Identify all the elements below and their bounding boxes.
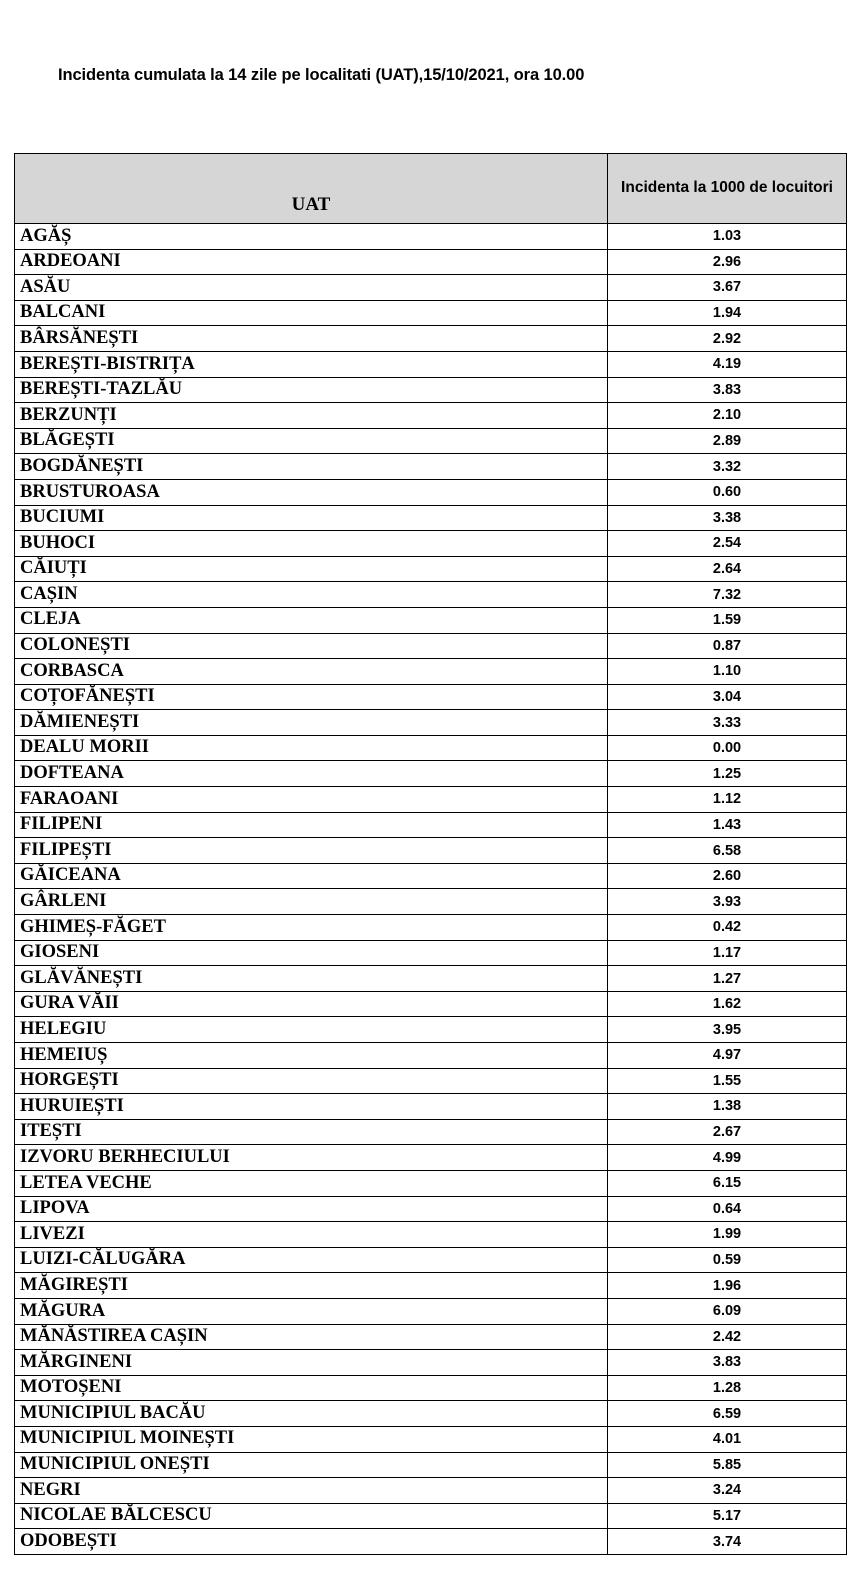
cell-incidence-value: 1.38 bbox=[608, 1094, 847, 1120]
cell-uat-name: LIPOVA bbox=[15, 1196, 608, 1222]
table-row bbox=[15, 275, 847, 301]
table-row bbox=[15, 684, 847, 710]
table-row bbox=[15, 479, 847, 505]
cell-incidence-value: 2.54 bbox=[608, 531, 847, 557]
cell-uat-name: COLONEȘTI bbox=[15, 633, 608, 659]
cell-uat-name: FILIPEȘTI bbox=[15, 838, 608, 864]
table-row bbox=[15, 1350, 847, 1376]
cell-uat-name: HURUIEȘTI bbox=[15, 1094, 608, 1120]
table-row bbox=[15, 1273, 847, 1299]
cell-incidence-value: 3.67 bbox=[608, 275, 847, 301]
table-row bbox=[15, 224, 847, 250]
table-row bbox=[15, 582, 847, 608]
cell-incidence-value: 3.83 bbox=[608, 1350, 847, 1376]
cell-incidence-value: 6.09 bbox=[608, 1298, 847, 1324]
incidence-table bbox=[14, 153, 847, 1555]
table-row bbox=[15, 812, 847, 838]
cell-uat-name: ASĂU bbox=[15, 275, 608, 301]
cell-uat-name: CORBASCA bbox=[15, 659, 608, 685]
table-row bbox=[15, 1529, 847, 1555]
cell-incidence-value: 6.15 bbox=[608, 1170, 847, 1196]
table-row bbox=[15, 505, 847, 531]
table-row bbox=[15, 915, 847, 941]
cell-incidence-value: 5.17 bbox=[608, 1503, 847, 1529]
cell-incidence-value: 0.64 bbox=[608, 1196, 847, 1222]
cell-uat-name: DEALU MORII bbox=[15, 735, 608, 761]
cell-incidence-value: 6.58 bbox=[608, 838, 847, 864]
cell-uat-name: MUNICIPIUL ONEȘTI bbox=[15, 1452, 608, 1478]
cell-uat-name: BOGDĂNEȘTI bbox=[15, 454, 608, 480]
incidence-table-container bbox=[14, 153, 833, 1555]
cell-uat-name: GÂRLENI bbox=[15, 889, 608, 915]
table-row bbox=[15, 735, 847, 761]
table-row bbox=[15, 1068, 847, 1094]
table-row bbox=[15, 377, 847, 403]
cell-incidence-value: 2.64 bbox=[608, 556, 847, 582]
cell-uat-name: HELEGIU bbox=[15, 1017, 608, 1043]
cell-incidence-value: 1.96 bbox=[608, 1273, 847, 1299]
cell-uat-name: MUNICIPIUL MOINEȘTI bbox=[15, 1426, 608, 1452]
cell-uat-name: COȚOFĂNEȘTI bbox=[15, 684, 608, 710]
cell-uat-name: BUHOCI bbox=[15, 531, 608, 557]
cell-incidence-value: 4.99 bbox=[608, 1145, 847, 1171]
table-row bbox=[15, 1017, 847, 1043]
table-row bbox=[15, 1452, 847, 1478]
cell-uat-name: NICOLAE BĂLCESCU bbox=[15, 1503, 608, 1529]
cell-uat-name: BEREȘTI-BISTRIȚA bbox=[15, 351, 608, 377]
page-title: Incidenta cumulata la 14 zile pe localitati (UAT),15/10/2021, ora 10.00 bbox=[58, 66, 585, 84]
cell-incidence-value: 1.55 bbox=[608, 1068, 847, 1094]
cell-uat-name: MĂRGINENI bbox=[15, 1350, 608, 1376]
cell-incidence-value: 5.85 bbox=[608, 1452, 847, 1478]
cell-uat-name: GHIMEȘ-FĂGET bbox=[15, 915, 608, 941]
cell-uat-name: MĂGIREȘTI bbox=[15, 1273, 608, 1299]
cell-incidence-value: 4.19 bbox=[608, 351, 847, 377]
table-row bbox=[15, 889, 847, 915]
cell-uat-name: MOTOȘENI bbox=[15, 1375, 608, 1401]
cell-uat-name: MUNICIPIUL BACĂU bbox=[15, 1401, 608, 1427]
cell-incidence-value: 1.12 bbox=[608, 787, 847, 813]
cell-uat-name: FILIPENI bbox=[15, 812, 608, 838]
cell-incidence-value: 7.32 bbox=[608, 582, 847, 608]
table-row bbox=[15, 761, 847, 787]
cell-uat-name: BRUSTUROASA bbox=[15, 479, 608, 505]
table-row bbox=[15, 300, 847, 326]
cell-incidence-value: 3.93 bbox=[608, 889, 847, 915]
table-row bbox=[15, 1503, 847, 1529]
table-row bbox=[15, 1222, 847, 1248]
cell-uat-name: ITEȘTI bbox=[15, 1119, 608, 1145]
cell-incidence-value: 2.42 bbox=[608, 1324, 847, 1350]
table-row bbox=[15, 1247, 847, 1273]
table-row bbox=[15, 531, 847, 557]
cell-incidence-value: 2.10 bbox=[608, 403, 847, 429]
cell-uat-name: DĂMIENEȘTI bbox=[15, 710, 608, 736]
table-row bbox=[15, 991, 847, 1017]
cell-uat-name: MĂNĂSTIREA CAȘIN bbox=[15, 1324, 608, 1350]
cell-uat-name: AGĂȘ bbox=[15, 224, 608, 250]
cell-incidence-value: 3.38 bbox=[608, 505, 847, 531]
cell-uat-name: BÂRSĂNEȘTI bbox=[15, 326, 608, 352]
table-row bbox=[15, 863, 847, 889]
table-row bbox=[15, 966, 847, 992]
cell-incidence-value: 0.59 bbox=[608, 1247, 847, 1273]
cell-incidence-value: 2.89 bbox=[608, 428, 847, 454]
cell-incidence-value: 2.60 bbox=[608, 863, 847, 889]
cell-uat-name: BUCIUMI bbox=[15, 505, 608, 531]
cell-incidence-value: 4.97 bbox=[608, 1043, 847, 1069]
cell-incidence-value: 1.25 bbox=[608, 761, 847, 787]
cell-incidence-value: 4.01 bbox=[608, 1426, 847, 1452]
cell-uat-name: FARAOANI bbox=[15, 787, 608, 813]
cell-incidence-value: 3.32 bbox=[608, 454, 847, 480]
cell-uat-name: MĂGURA bbox=[15, 1298, 608, 1324]
table-row bbox=[15, 1094, 847, 1120]
table-row bbox=[15, 787, 847, 813]
cell-incidence-value: 3.04 bbox=[608, 684, 847, 710]
cell-uat-name: ODOBEȘTI bbox=[15, 1529, 608, 1555]
cell-uat-name: LUIZI-CĂLUGĂRA bbox=[15, 1247, 608, 1273]
table-row bbox=[15, 1196, 847, 1222]
table-row bbox=[15, 428, 847, 454]
table-body bbox=[15, 224, 847, 1555]
cell-uat-name: CAȘIN bbox=[15, 582, 608, 608]
table-row bbox=[15, 1401, 847, 1427]
table-header-row bbox=[15, 154, 847, 224]
column-header-incidence: Incidenta la 1000 de locuitori bbox=[608, 154, 847, 224]
cell-incidence-value: 1.10 bbox=[608, 659, 847, 685]
cell-uat-name: CLEJA bbox=[15, 607, 608, 633]
cell-incidence-value: 1.59 bbox=[608, 607, 847, 633]
table-row bbox=[15, 351, 847, 377]
cell-incidence-value: 0.42 bbox=[608, 915, 847, 941]
cell-uat-name: GLĂVĂNEȘTI bbox=[15, 966, 608, 992]
cell-uat-name: LIVEZI bbox=[15, 1222, 608, 1248]
table-row bbox=[15, 249, 847, 275]
table-row bbox=[15, 1119, 847, 1145]
cell-incidence-value: 1.62 bbox=[608, 991, 847, 1017]
cell-incidence-value: 3.33 bbox=[608, 710, 847, 736]
column-header-uat: UAT bbox=[15, 154, 608, 224]
cell-incidence-value: 2.67 bbox=[608, 1119, 847, 1145]
table-row bbox=[15, 1043, 847, 1069]
cell-incidence-value: 3.95 bbox=[608, 1017, 847, 1043]
table-row bbox=[15, 607, 847, 633]
cell-uat-name: ARDEOANI bbox=[15, 249, 608, 275]
table-row bbox=[15, 838, 847, 864]
cell-incidence-value: 1.27 bbox=[608, 966, 847, 992]
cell-uat-name: CĂIUȚI bbox=[15, 556, 608, 582]
table-row bbox=[15, 556, 847, 582]
cell-uat-name: HORGEȘTI bbox=[15, 1068, 608, 1094]
cell-incidence-value: 1.03 bbox=[608, 224, 847, 250]
table-row bbox=[15, 1426, 847, 1452]
cell-incidence-value: 1.94 bbox=[608, 300, 847, 326]
cell-uat-name: IZVORU BERHECIULUI bbox=[15, 1145, 608, 1171]
table-row bbox=[15, 1478, 847, 1504]
table-row bbox=[15, 326, 847, 352]
cell-uat-name: DOFTEANA bbox=[15, 761, 608, 787]
cell-incidence-value: 1.28 bbox=[608, 1375, 847, 1401]
cell-incidence-value: 3.24 bbox=[608, 1478, 847, 1504]
table-row bbox=[15, 1298, 847, 1324]
cell-uat-name: BALCANI bbox=[15, 300, 608, 326]
cell-incidence-value: 0.87 bbox=[608, 633, 847, 659]
cell-incidence-value: 3.83 bbox=[608, 377, 847, 403]
cell-uat-name: GIOSENI bbox=[15, 940, 608, 966]
table-row bbox=[15, 1375, 847, 1401]
cell-uat-name: GĂICEANA bbox=[15, 863, 608, 889]
cell-uat-name: NEGRI bbox=[15, 1478, 608, 1504]
cell-uat-name: GURA VĂII bbox=[15, 991, 608, 1017]
cell-uat-name: BEREȘTI-TAZLĂU bbox=[15, 377, 608, 403]
table-row bbox=[15, 1170, 847, 1196]
cell-uat-name: LETEA VECHE bbox=[15, 1170, 608, 1196]
cell-incidence-value: 3.74 bbox=[608, 1529, 847, 1555]
cell-incidence-value: 0.60 bbox=[608, 479, 847, 505]
cell-uat-name: BLĂGEȘTI bbox=[15, 428, 608, 454]
table-row bbox=[15, 659, 847, 685]
table-header bbox=[15, 154, 847, 224]
cell-uat-name: BERZUNȚI bbox=[15, 403, 608, 429]
table-row bbox=[15, 1145, 847, 1171]
cell-incidence-value: 2.96 bbox=[608, 249, 847, 275]
cell-incidence-value: 6.59 bbox=[608, 1401, 847, 1427]
cell-uat-name: HEMEIUȘ bbox=[15, 1043, 608, 1069]
table-row bbox=[15, 454, 847, 480]
cell-incidence-value: 1.99 bbox=[608, 1222, 847, 1248]
table-row bbox=[15, 710, 847, 736]
table-row bbox=[15, 1324, 847, 1350]
table-row bbox=[15, 940, 847, 966]
cell-incidence-value: 1.17 bbox=[608, 940, 847, 966]
table-row bbox=[15, 633, 847, 659]
cell-incidence-value: 0.00 bbox=[608, 735, 847, 761]
cell-incidence-value: 2.92 bbox=[608, 326, 847, 352]
table-row bbox=[15, 403, 847, 429]
cell-incidence-value: 1.43 bbox=[608, 812, 847, 838]
